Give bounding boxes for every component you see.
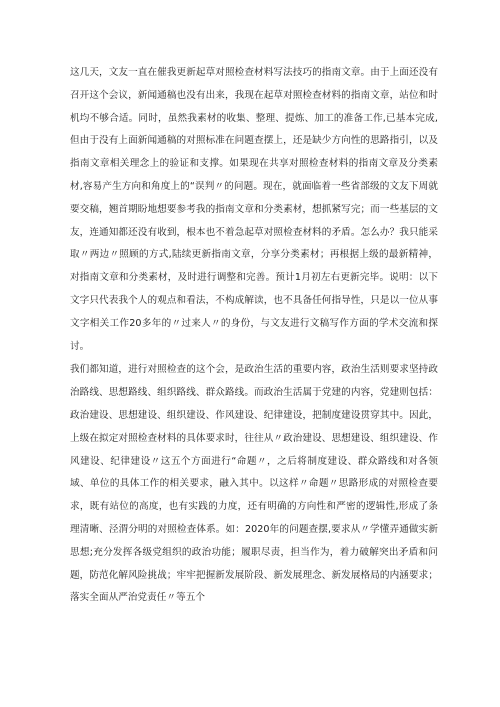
paragraph-2: 我们都知道，进行对照检查的这个会，是政治生活的重要内容，政治生活则要求坚持政治路线、思想路线、组织路线、群众路线。而政治生活属于党建的内容，党建则包括：政治建设、思想建设、组织建设、作风建设、纪律建设，把制度建设贯穿其中。因此，上级在拟定对照检查材料的具体要求时，往往从〃政治建设、思想建设、组织建设、作风建设、纪律建设〃这五个方面进行“命题〃，之后将制度建设、群众路线和对各领域、单位的具体工作的相关要求，融入其中。以这样〃命题〃思路形成的对照检查要求，既有站位的高度，也有实践的力度，还有明确的方向性和严密的逻辑性,形成了条理清晰、泾渭分明的对照检查体系。如：2020年的问题查摆,要求从〃学懂弄通做实新思想;充分发挥各级党组织的政治功能；履职尽责，担当作为，着力破解突出矛盾和问题，防范化解风险挑战；牢牢把握新发展阶段、新发展理念、新发展格局的内涵要求；落实全面从严治党责任〃等五个: [70, 364, 438, 604]
paragraph-1: 这几天，文友一直在催我更新起草对照检查材料写法技巧的指南文章。由于上面还没有召开这个会议，新闻通稿也没有出来，我现在起草对照检查材料的指南文章，站位和时机均不够合适。同时，虽然我素材的收集、整理、提炼、加工的准备工作,已基本完成,但由于没有上面新闻通稿的对照标准在问题查摆上，还是缺少方向性的思路指引，以及指南文章相关理念上的验证和支撑。如果现在共享对照检查材料的指南文章及分类素材,容易产生方向和角度上的“误判〃的问题。现在，就面临着一些省部级的文友下周就要交稿，翘首期盼地想要参考我的指南文章和分类素材，想抓紧写完；而一些基层的文友，连通知都还没有收到，根本也不着急起草对照检查材料的矛盾。怎么办？我只能采取〃两边〃照顾的方式,陆续更新指南文章，分享分类素材；再根据上级的最新精神，对指南文章和分类素材，及时进行调整和完善。预计1月初左右更新完毕。说明：以下文字只代表我个人的观点和看法，不构成解读，也不具备任何指导性，只是以一位从事文字相关工作20多年的〃过来人〃的身份，与文友进行文稿写作方面的学术交流和探讨。: [70, 67, 438, 352]
